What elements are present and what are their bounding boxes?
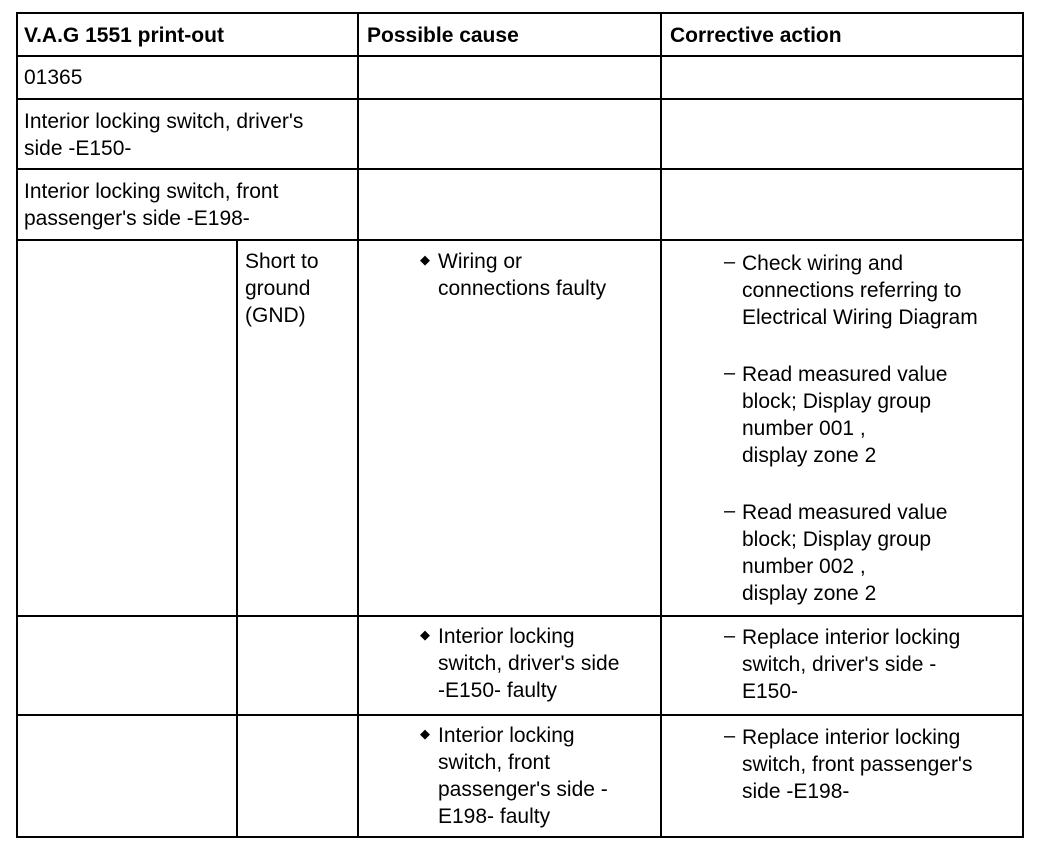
row-divider-6 — [16, 714, 1024, 716]
row-divider-5 — [16, 615, 1024, 617]
action-item: Read measured value block; Display group number 001 , display zone 2 — [742, 363, 948, 467]
dash-icon: – — [724, 500, 736, 522]
row-divider-4 — [16, 239, 1024, 241]
subcolumn-divider — [236, 239, 238, 838]
row-divider-3 — [16, 168, 1024, 170]
diagnosis-table — [16, 12, 1024, 838]
fault-type: Short to ground (GND) — [245, 250, 319, 327]
action-item: Replace interior locking switch, front passenger's side -E198- — [742, 726, 973, 803]
dash-icon: – — [724, 725, 736, 747]
diamond-bullet-icon: ◆ — [420, 627, 430, 642]
cause-item: Wiring or connections faulty — [438, 250, 607, 300]
fault-code: 01365 — [24, 66, 83, 89]
diamond-bullet-icon: ◆ — [420, 252, 430, 267]
dash-icon: – — [724, 362, 736, 384]
row-divider-1 — [16, 55, 1024, 57]
action-item: Check wiring and connections referring to Electrical Wiring Diagram — [742, 252, 978, 329]
cause-item: Interior locking switch, driver's side -E150- faulty — [438, 625, 620, 702]
row-divider-2 — [16, 98, 1024, 100]
table-border-bottom — [16, 836, 1024, 838]
action-item: Read measured value block; Display group number 002 , display zone 2 — [742, 501, 948, 605]
cause-item: Interior locking switch, front passenger's side - E198- faulty — [438, 724, 608, 828]
header-corrective-action: Corrective action — [670, 24, 842, 47]
dash-icon: – — [724, 625, 736, 647]
header-possible-cause: Possible cause — [367, 24, 519, 47]
component-driver-switch: Interior locking switch, driver's side -E150- — [24, 110, 304, 160]
dash-icon: – — [724, 251, 736, 273]
action-item: Replace interior locking switch, driver's side - E150- — [742, 626, 961, 703]
header-printout: V.A.G 1551 print-out — [24, 24, 224, 47]
component-passenger-switch: Interior locking switch, front passenger's side -E198- — [24, 180, 279, 230]
table-border-top — [16, 12, 1024, 14]
diamond-bullet-icon: ◆ — [420, 726, 430, 741]
